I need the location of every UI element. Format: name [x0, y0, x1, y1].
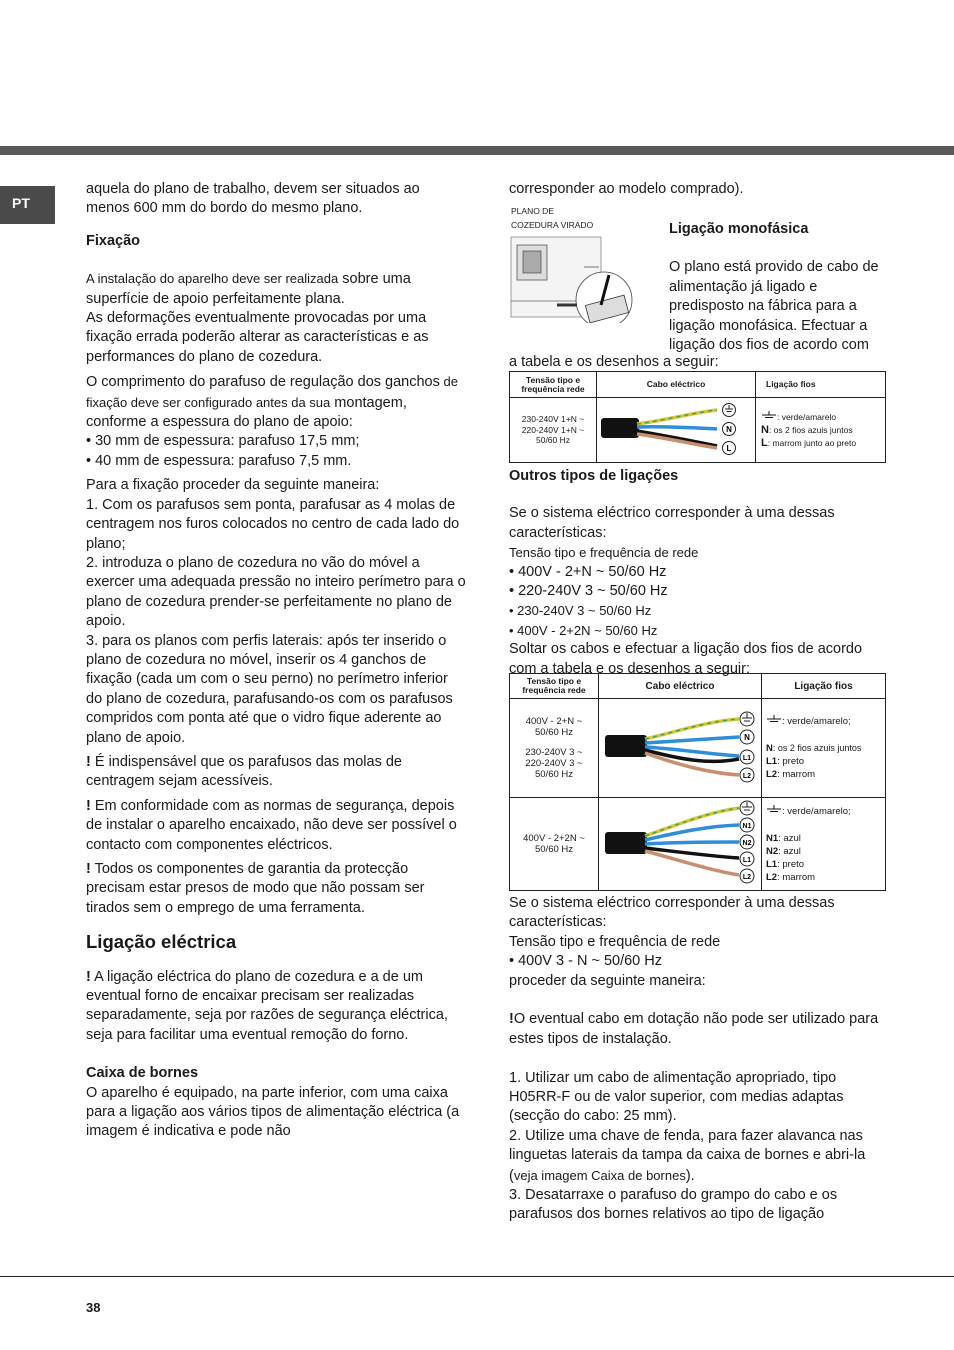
t2-r1-terminal-n: N	[744, 733, 750, 742]
fixacao-p2: As deformações eventualmente provocadas por uma fixação errada poderão alterar as características e as performances do plano de cozedura.	[86, 310, 429, 365]
mono-heading: Ligação monofásica	[669, 221, 809, 237]
tensao2-label: Tensão tipo e frequência de rede	[509, 933, 721, 950]
caixa-paragraph: O aparelho é equipado, na parte inferior, com uma caixa para a ligação aos vários tipos de alimentação eléctrica (a imagem é indicativa e pode não	[86, 1084, 460, 1140]
t2-r2-legend-n2: N2: azul	[766, 845, 801, 857]
mono-paragraph: O plano está provido de cabo de alimentação já ligado e predisposto na fábrica para a ligação monofásica. Efectuar a ligação dos fios de acordo com	[669, 259, 879, 354]
t2-r1-terminal-l1: L1	[742, 755, 752, 762]
t2-row2-cable-diagram	[599, 798, 761, 888]
bullet-230v-3: • 230-240V 3 ~ 50/60 Hz	[509, 603, 652, 619]
t1-cable-diagram	[597, 398, 747, 460]
hob-upside-down-illustration	[509, 205, 659, 323]
page-number: 38	[86, 1300, 101, 1315]
t1-legend-n: N: os 2 fios azuis juntos	[761, 423, 853, 436]
continuation-text: corresponder ao modelo comprado).	[509, 181, 744, 197]
earth-icon	[766, 715, 782, 724]
earth-icon	[766, 805, 782, 814]
bullet-400v-3n: • 400V 3 - N ~ 50/60 Hz	[509, 953, 662, 970]
t1-terminal-n: N	[726, 425, 732, 434]
t2-row1-cable-diagram	[599, 699, 761, 795]
t2-r2-terminal-n1: N1	[742, 823, 752, 830]
instr-step-2: 2. Utilize uma chave de fenda, para fazer alavanca nas linguetas laterais da tampa da caixa de bornes e abri-la (veja imagem Caixa de bornes).	[509, 1127, 866, 1184]
fig-label-2: COZEDURA VIRADO	[511, 220, 594, 230]
right-column-bottom	[509, 894, 891, 1225]
soltar-paragraph: Soltar os cabos e efectuar a ligação dos fios de acordo com a tabela e os desenhos a seguir:	[509, 641, 863, 677]
tensao-label: Tensão tipo e frequência de rede	[509, 545, 699, 561]
t2-r2-legend-earth: : verde/amarelo;	[766, 805, 881, 818]
outros-heading: Outros tipos de ligações	[509, 468, 679, 484]
fixacao-heading: Fixação	[86, 232, 140, 249]
fixacao-p1: A instalação do aparelho deve ser realizada sobre uma superfície de apoio perfeitamente plana.	[86, 271, 411, 307]
t2-r2-terminal-l1: L1	[742, 857, 752, 864]
t1-header-cable: Cabo eléctrico	[597, 372, 756, 398]
ligacao-paragraph: ! A ligação eléctrica do plano de cozedura e a de um eventual forno de encaixar precisam ser realizadas separadamente, seja por razões de segurança eléctrica, seja para facilitar uma eventual remoção do forno.	[86, 968, 448, 1043]
t1-legend-earth: : verde/amarelo	[761, 411, 881, 424]
mono-paragraph-end: a tabela e os desenhos a seguir:	[509, 354, 719, 370]
bullet-400v-2n: • 400V - 2+N ~ 50/60 Hz	[509, 563, 667, 580]
t1-cable-cell	[597, 398, 756, 463]
t1-legend-cell	[756, 398, 886, 463]
t2-r1-legend-l1: L1: preto	[766, 756, 805, 767]
t2-r1-legend-n: N: os 2 fios azuis juntos	[766, 743, 862, 754]
caixa-heading: Caixa de bornes	[86, 1065, 199, 1082]
fig-label-1: PLANO DE	[511, 206, 554, 216]
footer-rule	[0, 1276, 954, 1277]
t2-r2-legend-l1: L1: preto	[766, 858, 805, 870]
t2-r2-legend-n1: N1: azul	[766, 832, 801, 844]
t2-header-cable: Cabo eléctrico	[599, 674, 762, 699]
multiphase-wiring-table	[509, 673, 886, 891]
t2-header-voltage: Tensão tipo e frequência rede	[510, 674, 599, 699]
instr-step-1: 1. Utilizar um cabo de alimentação apropriado, tipo H05RR-F ou de valor superior, com medias adaptas (secção do cabo: 25 mm).	[509, 1069, 844, 1125]
monophase-wiring-table	[509, 371, 886, 463]
mono-paragraph-end-wrap	[509, 353, 889, 372]
earth-icon	[761, 411, 777, 420]
t1-legend-l: L: marrom junto ao preto	[761, 436, 857, 449]
t2-row2-cable-cell	[599, 798, 762, 891]
language-tab: PT	[0, 186, 55, 224]
bullet-30mm: • 30 mm de espessura: parafuso 17,5 mm;	[86, 433, 360, 450]
outros-section	[509, 467, 889, 679]
t2-row2-voltage: 400V - 2+2N ~ 50/60 Hz	[510, 798, 599, 891]
cable-warning: !O eventual cabo em dotação não pode ser utilizado para estes tipos de instalação.	[509, 1011, 879, 1047]
instr-step-3: 3. Desatarraxe o parafuso do grampo do cabo e os parafusos dos bornes relativos ao tipo de ligação	[509, 1187, 838, 1223]
right-column-top	[509, 180, 889, 199]
t1-voltage-cell: 230-240V 1+N ~ 220-240V 1+N ~ 50/60 Hz	[510, 398, 597, 463]
t2-r2-terminal-n2: N2	[742, 840, 752, 847]
warning-2: ! Em conformidade com as normas de segurança, depois de instalar o aparelho encaixado, não deve ser possível o contacto com componentes eléctricos.	[86, 797, 457, 853]
outros-paragraph: Se o sistema eléctrico corresponder à uma dessas características:	[509, 505, 835, 541]
top-bar	[0, 146, 954, 155]
step-1: 1. Com os parafusos sem ponta, parafusar as 4 molas de centragem nos furos colocados no centro de cada lado do plano;	[86, 496, 460, 552]
t2-row1-cable-cell	[599, 699, 762, 798]
mono-section	[669, 220, 889, 355]
t2-row1-voltage: 400V - 2+N ~ 50/60 Hz 230-240V 3 ~ 220-240V 3 ~ 50/60 Hz	[510, 699, 599, 798]
step-3: 3. para os planos com perfis laterais: após ter inserido o plano de cozedura no móvel, inserir os 4 ganchos de fixação (cada um com o seu perno) no perímetro inferior do plano de cozedura, parafusando-os com os parafusos compridos com ponta até que o vidro fique aderente ao plano de apoio.	[86, 632, 453, 746]
t2-row1-legend	[762, 699, 886, 798]
t2-header-wires: Ligação fios	[762, 674, 886, 699]
t2-r1-legend-l2: L2: marrom	[766, 769, 816, 780]
bullet-220v-3: • 220-240V 3 ~ 50/60 Hz	[509, 583, 668, 600]
t2-row2-legend	[762, 798, 886, 891]
t2-r2-terminal-l2: L2	[742, 874, 752, 881]
bullet-400v-2-2n: • 400V - 2+2N ~ 50/60 Hz	[509, 622, 658, 638]
bullet-40mm: • 40 mm de espessura: parafuso 7,5 mm.	[86, 452, 352, 469]
step-2: 2. introduza o plano de cozedura no vão do móvel a exercer uma adequada pressão no inteiro perímetro para o plano de cozedura prender-se perfeitamente no plano de apoio.	[86, 554, 466, 630]
warning-3: ! Todos os componentes de garantia da protecção precisam estar presos de modo que não possam ser tirados sem o emprego de uma ferramenta.	[86, 861, 425, 916]
ligacao-heading: Ligação eléctrica	[86, 931, 237, 953]
t1-terminal-l: L	[726, 444, 732, 453]
t1-header-wires: Ligação fios	[756, 372, 886, 398]
t2-r1-terminal-l2: L2	[742, 773, 752, 780]
intro-text: aquela do plano de trabalho, devem ser situados ao menos 600 mm do bordo do mesmo plano.	[86, 181, 420, 217]
t1-header-voltage: Tensão tipo e frequência rede	[510, 372, 597, 398]
se2-paragraph: Se o sistema eléctrico corresponder à uma dessas características:	[509, 895, 835, 931]
t2-r2-legend-l2: L2: marrom	[766, 871, 816, 883]
warning-1: ! É indispensável que os parafusos das molas de centragem sejam acessíveis.	[86, 753, 402, 790]
t2-r1-legend-earth: : verde/amarelo;	[766, 715, 881, 728]
left-column	[86, 180, 466, 1142]
proceder-text: proceder da seguinte maneira:	[509, 972, 706, 989]
steps-intro: Para a fixação proceder da seguinte maneira:	[86, 477, 380, 494]
fixacao-p3: O comprimento do parafuso de regulação dos ganchos de fixação deve ser configurado antes da sua montagem, conforme a espessura do plano de apoio:	[86, 374, 458, 431]
